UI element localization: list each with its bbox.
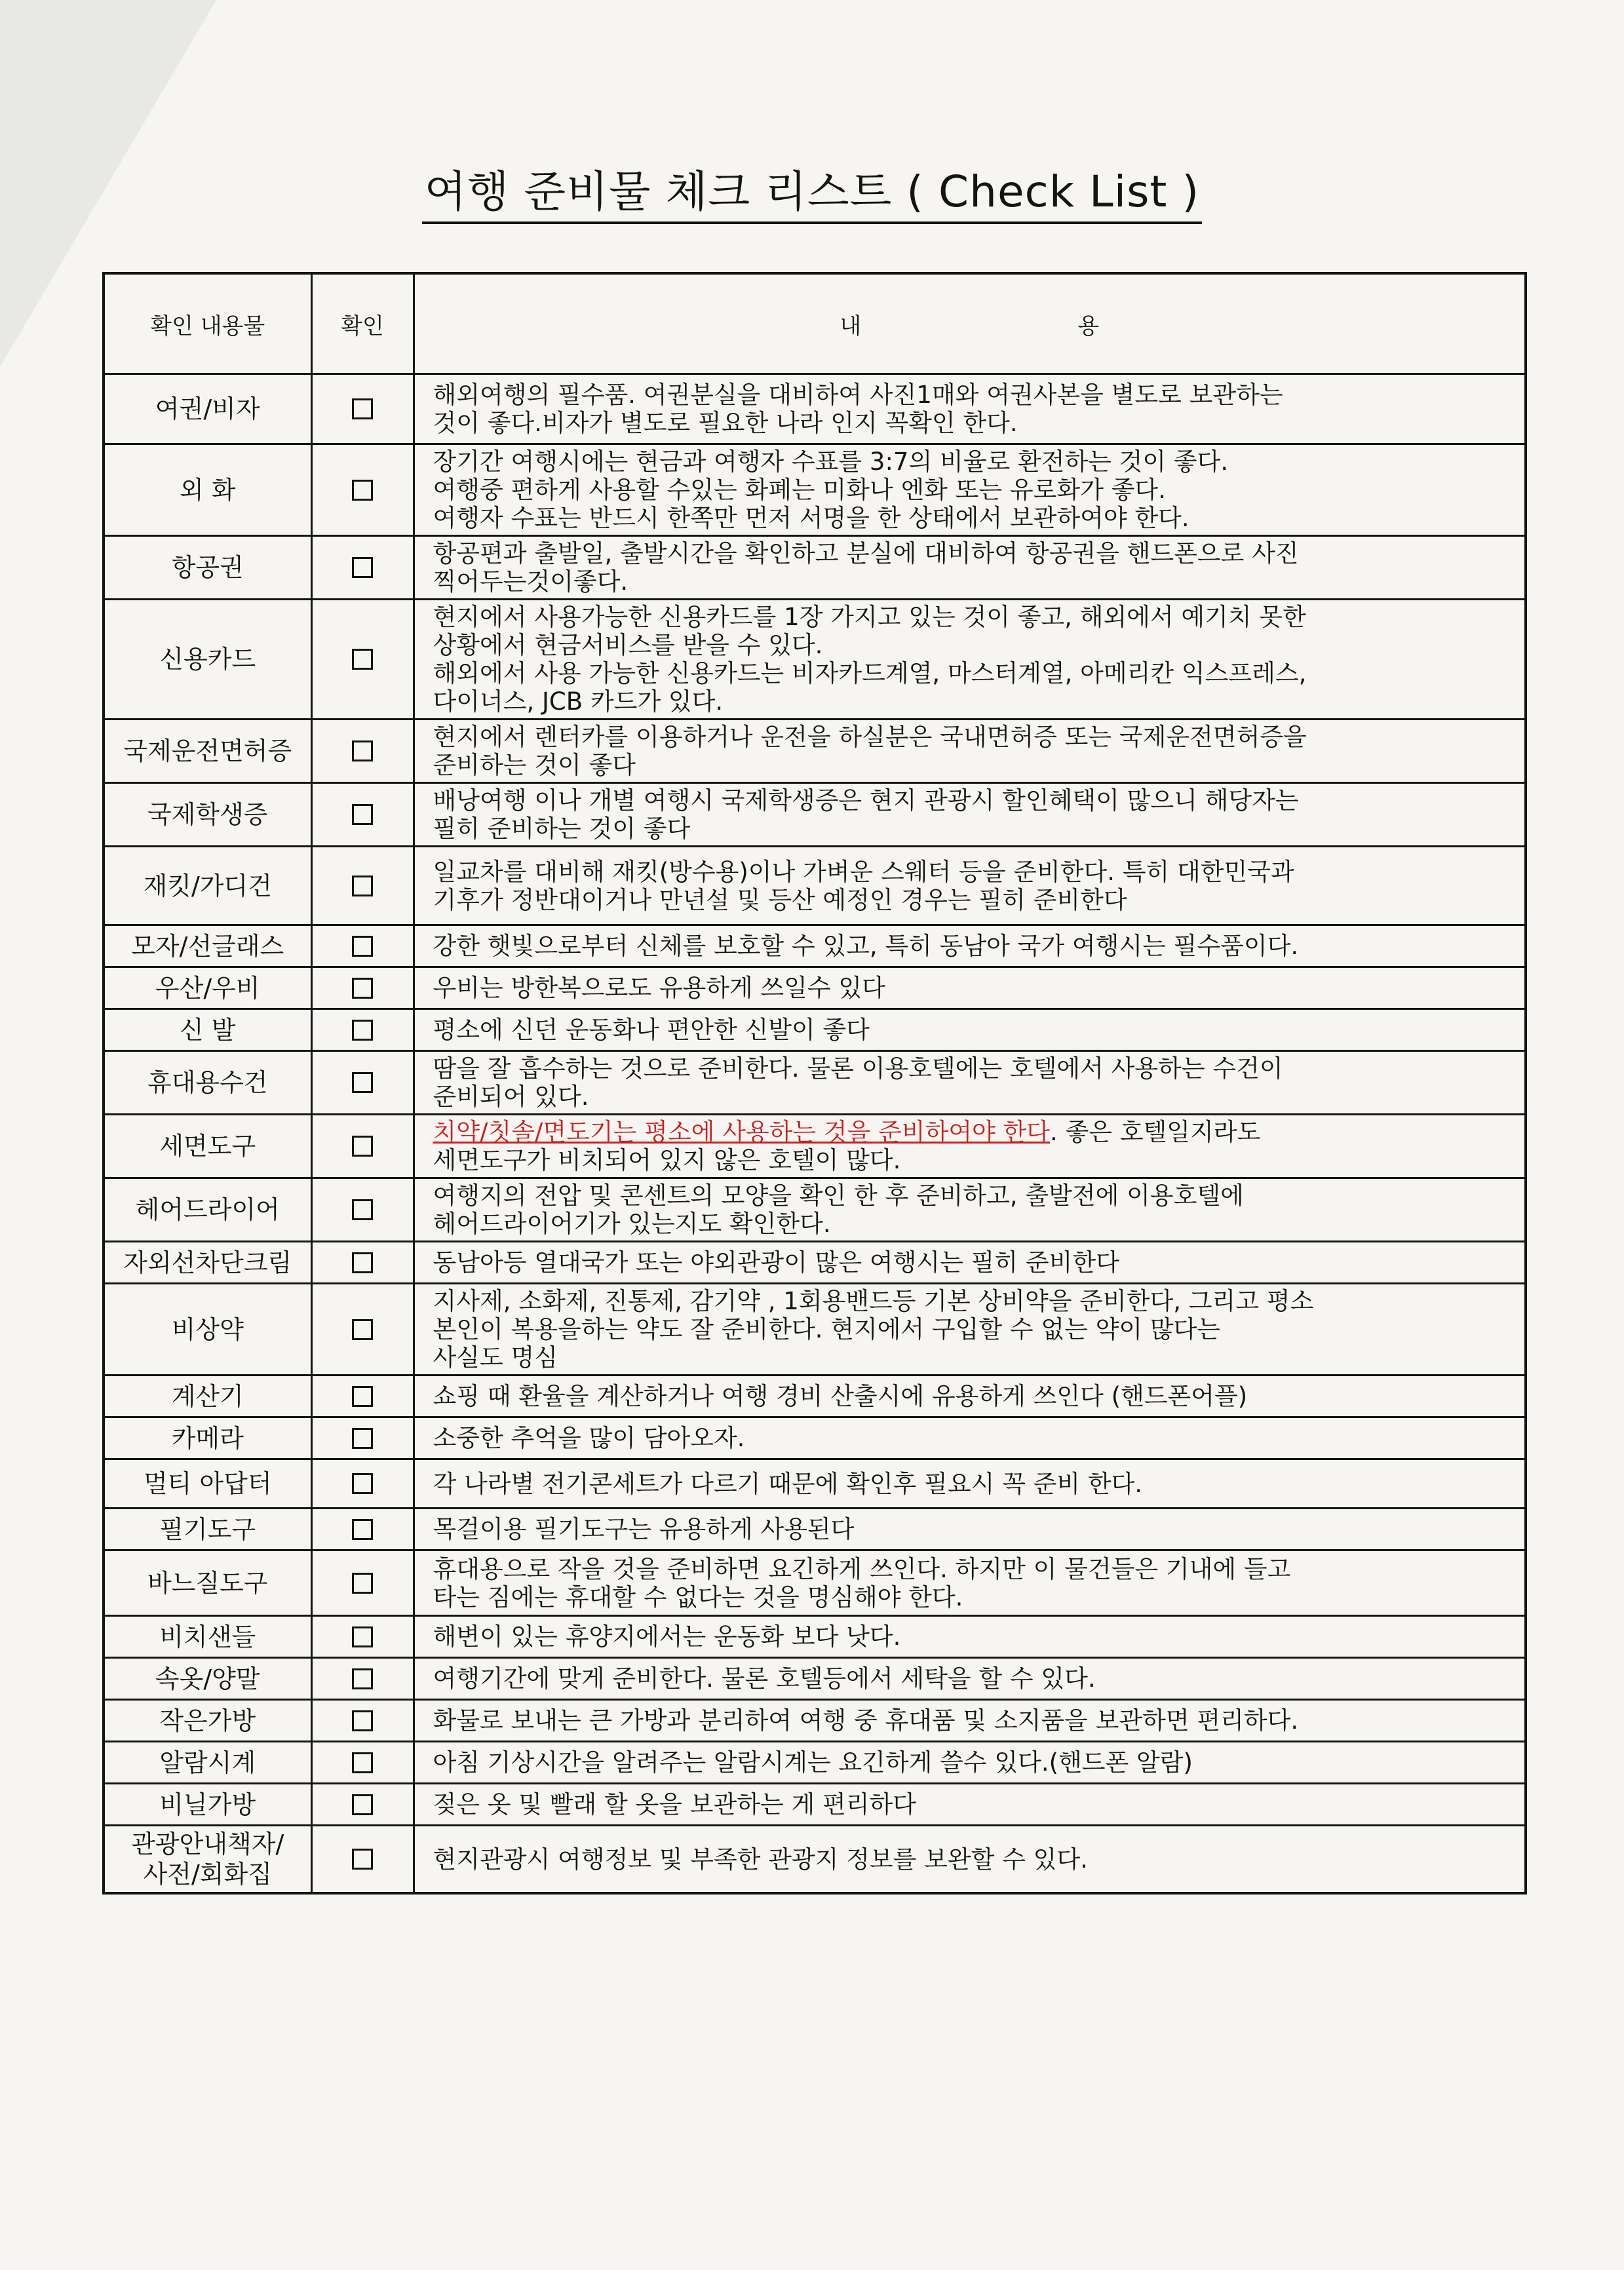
item-name — [104, 1417, 311, 1459]
check-cell — [311, 783, 414, 847]
checkbox[interactable] — [352, 1473, 373, 1494]
header-check: 확인 — [311, 273, 414, 374]
item-description — [414, 1784, 1526, 1826]
table-row — [104, 1115, 1526, 1178]
check-cell — [311, 1375, 414, 1417]
description-line: 여행중 편하게 사용할 수있는 화폐는 미화나 엔화 또는 유로화가 좋다. — [433, 476, 1166, 504]
item-name-text: 비상약 — [171, 1315, 244, 1344]
check-cell — [311, 1242, 414, 1284]
description-line: 것이 좋다.비자가 별도로 필요한 나라 인지 꼭확인 한다. — [433, 409, 1018, 437]
description-line: 해외에서 사용 가능한 신용카드는 비자카드계열, 마스터계열, 아메리칸 익스프레스, — [433, 659, 1307, 687]
checkbox[interactable] — [352, 741, 373, 761]
checkbox[interactable] — [352, 1386, 373, 1407]
item-name — [104, 1700, 311, 1742]
checklist-table — [102, 272, 1527, 1895]
table-row — [104, 1616, 1526, 1658]
description-line: 기후가 정반대이거나 만년설 및 등산 예정인 경우는 필히 준비한다 — [433, 885, 1127, 914]
item-name-text: 알람시계 — [159, 1748, 256, 1777]
item-description — [414, 1242, 1526, 1284]
table-row — [104, 1178, 1526, 1242]
item-name — [104, 600, 311, 720]
item-description — [414, 967, 1526, 1009]
checkbox[interactable] — [352, 649, 373, 670]
item-description — [414, 783, 1526, 847]
checkbox[interactable] — [352, 1199, 373, 1220]
check-cell — [311, 1509, 414, 1550]
table-row — [104, 1826, 1526, 1894]
table-row — [104, 600, 1526, 720]
checkbox[interactable] — [352, 1519, 373, 1540]
table-row — [104, 967, 1526, 1009]
item-description — [414, 1616, 1526, 1658]
description-line: 동남아등 열대국가 또는 야외관광이 많은 여행시는 필히 준비한다 — [433, 1248, 1119, 1277]
check-cell — [311, 1700, 414, 1742]
check-cell — [311, 1284, 414, 1375]
item-name — [104, 444, 311, 536]
description-line: 쇼핑 때 환율을 계산하거나 여행 경비 산출시에 유용하게 쓰인다 (핸드폰어플) — [433, 1382, 1248, 1410]
item-name-text: 휴대용수건 — [147, 1068, 268, 1097]
checkbox[interactable] — [352, 1573, 373, 1594]
description-line: 강한 햇빛으로부터 신체를 보호할 수 있고, 특히 동남아 국가 여행시는 필수품이다. — [433, 932, 1299, 960]
description-line: 지사제, 소화제, 진통제, 감기약 , 1회용밴드등 기본 상비약을 준비한다, 그리고 평소 — [433, 1287, 1314, 1315]
check-cell — [311, 1009, 414, 1051]
checkbox[interactable] — [352, 978, 373, 999]
item-name-text: 계산기 — [171, 1381, 244, 1411]
header-desc-part-2: 용 — [1077, 313, 1100, 339]
table-row — [104, 720, 1526, 783]
item-name-text: 재킷/가디건 — [143, 871, 272, 900]
check-cell — [311, 1115, 414, 1178]
checkbox[interactable] — [352, 1020, 373, 1041]
item-name-text: 사전/회화집 — [143, 1860, 272, 1889]
item-name — [104, 783, 311, 847]
checkbox[interactable] — [352, 1668, 373, 1689]
description-line: 소중한 추억을 많이 담아오자. — [433, 1424, 745, 1452]
item-description — [414, 1826, 1526, 1894]
description-line: 타는 짐에는 휴대할 수 없다는 것을 명심해야 한다. — [433, 1583, 963, 1611]
description-line: 장기간 여행시에는 현금과 여행자 수표를 3:7의 비율로 환전하는 것이 좋다. — [433, 448, 1229, 476]
item-name — [104, 1509, 311, 1550]
item-name — [104, 720, 311, 783]
table-row — [104, 536, 1526, 600]
item-name-text: 세면도구 — [159, 1132, 256, 1161]
table-row — [104, 1459, 1526, 1509]
checkbox[interactable] — [352, 1252, 373, 1273]
check-cell — [311, 536, 414, 600]
check-cell — [311, 1051, 414, 1115]
item-description — [414, 720, 1526, 783]
item-name — [104, 925, 311, 967]
table-row — [104, 1700, 1526, 1742]
check-cell — [311, 1784, 414, 1826]
description-line: 여행기간에 맞게 준비한다. 물론 호텔등에서 세탁을 할 수 있다. — [433, 1664, 1096, 1693]
description-line: 땀을 잘 흡수하는 것으로 준비한다. 물론 이용호텔에는 호텔에서 사용하는 수건이 — [433, 1054, 1283, 1083]
item-name — [104, 1242, 311, 1284]
checkbox[interactable] — [352, 875, 373, 896]
item-name — [104, 1284, 311, 1375]
table-row — [104, 1375, 1526, 1417]
header-item: 확인 내용물 — [104, 273, 311, 374]
checkbox[interactable] — [352, 480, 373, 501]
item-name — [104, 1115, 311, 1178]
table-row — [104, 783, 1526, 847]
item-name-text: 자외선차단크림 — [123, 1248, 292, 1277]
description-line: 각 나라별 전기콘세트가 다르기 때문에 확인후 필요시 꼭 준비 한다. — [433, 1469, 1143, 1498]
description-line: 우비는 방한복으로도 유용하게 쓰일수 있다 — [433, 974, 885, 1002]
item-name-text: 국제학생증 — [147, 800, 268, 829]
item-description — [414, 925, 1526, 967]
item-description — [414, 1742, 1526, 1784]
checkbox[interactable] — [352, 1849, 373, 1870]
item-name-text: 속옷/양말 — [155, 1664, 260, 1693]
item-name-text: 헤어드라이어 — [135, 1195, 280, 1224]
description-line: 아침 기상시간을 알려주는 알람시계는 요긴하게 쓸수 있다.(핸드폰 알람) — [433, 1748, 1193, 1777]
description-line: 준비하는 것이 좋다 — [433, 751, 636, 779]
item-name-text: 바느질도구 — [147, 1568, 268, 1598]
checkbox[interactable] — [352, 804, 373, 825]
check-cell — [311, 1658, 414, 1700]
highlighted-note: 치약/칫솔/면도기는 평소에 사용하는 것을 준비하여야 한다 — [433, 1118, 1051, 1146]
description-line: . 좋은 호텔일지라도 — [1050, 1118, 1261, 1146]
item-description — [414, 444, 1526, 536]
item-name — [104, 1009, 311, 1051]
item-description — [414, 1509, 1526, 1550]
description-line: 항공편과 출발일, 출발시간을 확인하고 분실에 대비하여 항공권을 핸드폰으로 사진 — [433, 539, 1299, 568]
checkbox[interactable] — [352, 398, 373, 419]
description-line: 다이너스, JCB 카드가 있다. — [433, 687, 724, 716]
item-description — [414, 847, 1526, 925]
checkbox[interactable] — [352, 1626, 373, 1647]
item-name-text: 여권/비자 — [155, 394, 260, 423]
item-description — [414, 1459, 1526, 1509]
item-name-text: 관광안내책자/ — [131, 1830, 284, 1858]
item-name-text: 모자/선글래스 — [131, 931, 284, 961]
item-description — [414, 1700, 1526, 1742]
item-name-text: 신용카드 — [159, 645, 256, 674]
checkbox[interactable] — [352, 936, 373, 957]
check-cell — [311, 374, 414, 444]
description-line: 화물로 보내는 큰 가방과 분리하여 여행 중 휴대품 및 소지품을 보관하면 편리하다. — [433, 1706, 1299, 1735]
description-line: 평소에 신던 운동화나 편안한 신발이 좋다 — [433, 1016, 870, 1044]
header-description — [414, 273, 1526, 374]
check-cell — [311, 1417, 414, 1459]
item-name-text: 비치샌들 — [159, 1622, 256, 1651]
item-description — [414, 1550, 1526, 1616]
check-cell — [311, 1459, 414, 1509]
item-name-text: 우산/우비 — [155, 973, 260, 1003]
table-row — [104, 1284, 1526, 1375]
description-line: 현지에서 렌터카를 이용하거나 운전을 하실분은 국내면허증 또는 국제운전면허증을 — [433, 723, 1307, 751]
item-name — [104, 967, 311, 1009]
check-cell — [311, 444, 414, 536]
description-line: 준비되어 있다. — [433, 1083, 589, 1111]
description-line: 현지에서 사용가능한 신용카드를 1장 가지고 있는 것이 좋고, 해외에서 예기치 못한 — [433, 603, 1306, 631]
table-row — [104, 1742, 1526, 1784]
item-description — [414, 1284, 1526, 1375]
checkbox[interactable] — [352, 1319, 373, 1340]
item-name-text: 국제운전면허증 — [123, 737, 292, 765]
description-line: 해변이 있는 휴양지에서는 운동화 보다 낫다. — [433, 1623, 901, 1651]
item-name-text: 항공권 — [171, 553, 244, 582]
table-row — [104, 1658, 1526, 1700]
item-name — [104, 536, 311, 600]
table-row — [104, 1509, 1526, 1550]
table-row — [104, 1417, 1526, 1459]
check-cell — [311, 1826, 414, 1894]
check-cell — [311, 967, 414, 1009]
item-name — [104, 1375, 311, 1417]
item-name — [104, 374, 311, 444]
item-name — [104, 1550, 311, 1616]
header-desc-part-1: 내 — [840, 313, 862, 339]
item-name-text: 멀티 아답터 — [143, 1469, 272, 1498]
item-description — [414, 600, 1526, 720]
check-cell — [311, 1550, 414, 1616]
item-name-text: 필기도구 — [159, 1514, 256, 1544]
item-name — [104, 1178, 311, 1242]
check-cell — [311, 1178, 414, 1242]
item-name — [104, 1051, 311, 1115]
description-line: 여행지의 전압 및 콘센트의 모양을 확인 한 후 준비하고, 출발전에 이용호텔에 — [433, 1182, 1244, 1210]
item-description — [414, 1658, 1526, 1700]
check-cell — [311, 720, 414, 783]
item-name-text: 카메라 — [171, 1423, 244, 1453]
item-name-text: 외 화 — [180, 475, 236, 505]
description-line: 일교차를 대비해 재킷(방수용)이나 가벼운 스웨터 등을 준비한다. 특히 대한민국과 — [433, 857, 1294, 886]
checkbox[interactable] — [352, 1794, 373, 1815]
item-name-text: 비닐가방 — [159, 1790, 256, 1819]
table-row — [104, 1242, 1526, 1284]
item-description — [414, 1417, 1526, 1459]
description-line: 목걸이용 필기도구는 유용하게 사용된다 — [433, 1515, 855, 1543]
checkbox[interactable] — [352, 1710, 373, 1731]
item-description — [414, 1051, 1526, 1115]
description-line: 세면도구가 비치되어 있지 않은 호텔이 많다. — [433, 1146, 901, 1174]
description-line: 상황에서 현금서비스를 받을 수 있다. — [433, 631, 823, 659]
checkbox[interactable] — [352, 1752, 373, 1773]
description-line: 사실도 명심 — [433, 1343, 558, 1372]
item-description — [414, 536, 1526, 600]
table-row — [104, 374, 1526, 444]
check-cell — [311, 1616, 414, 1658]
item-name — [104, 1742, 311, 1784]
table-row — [104, 1784, 1526, 1826]
item-name-text: 신 발 — [180, 1015, 236, 1045]
table-row — [104, 1051, 1526, 1115]
description-line: 여행자 수표는 반드시 한쪽만 먼저 서명을 한 상태에서 보관하여야 한다. — [433, 504, 1189, 532]
description-line: 배낭여행 이나 개별 여행시 국제학생증은 현지 관광시 할인혜택이 많으니 해당자는 — [433, 786, 1299, 815]
description-line: 필히 준비하는 것이 좋다 — [433, 815, 691, 843]
description-line: 찍어두는것이좋다. — [433, 568, 628, 596]
item-description — [414, 1178, 1526, 1242]
item-description — [414, 1009, 1526, 1051]
item-description — [414, 1115, 1526, 1178]
description-line: 헤어드라이어기가 있는지도 확인한다. — [433, 1210, 831, 1238]
table-row — [104, 925, 1526, 967]
item-name — [104, 1616, 311, 1658]
table-row — [104, 847, 1526, 925]
item-name-text: 작은가방 — [159, 1706, 256, 1735]
item-name — [104, 1826, 311, 1894]
item-name — [104, 1658, 311, 1700]
check-cell — [311, 925, 414, 967]
check-cell — [311, 600, 414, 720]
check-cell — [311, 847, 414, 925]
item-description — [414, 374, 1526, 444]
description-line: 젖은 옷 및 빨래 할 옷을 보관하는 게 편리하다 — [433, 1790, 916, 1818]
item-name — [104, 1459, 311, 1509]
checkbox[interactable] — [352, 557, 373, 578]
checkbox[interactable] — [352, 1136, 373, 1157]
description-line: 휴대용으로 작을 것을 준비하면 요긴하게 쓰인다. 하지만 이 물건들은 기내에 들고 — [433, 1554, 1291, 1583]
item-description — [414, 1375, 1526, 1417]
description-line: 본인이 복용을하는 약도 잘 준비한다. 현지에서 구입할 수 없는 약이 많다는 — [433, 1315, 1221, 1343]
checkbox[interactable] — [352, 1428, 373, 1449]
table-row — [104, 1550, 1526, 1616]
checkbox[interactable] — [352, 1072, 373, 1093]
description-line: 현지관광시 여행정보 및 부족한 관광지 정보를 보완할 수 있다. — [433, 1845, 1088, 1874]
item-name — [104, 847, 311, 925]
page-title: 여행 준비물 체크 리스트 ( Check List ) — [0, 157, 1624, 224]
table-row — [104, 1009, 1526, 1051]
table-header-row — [104, 273, 1526, 374]
check-cell — [311, 1742, 414, 1784]
item-name — [104, 1784, 311, 1826]
description-line: 해외여행의 필수품. 여권분실을 대비하여 사진1매와 여권사본을 별도로 보관하는 — [433, 381, 1283, 409]
table-row — [104, 444, 1526, 536]
